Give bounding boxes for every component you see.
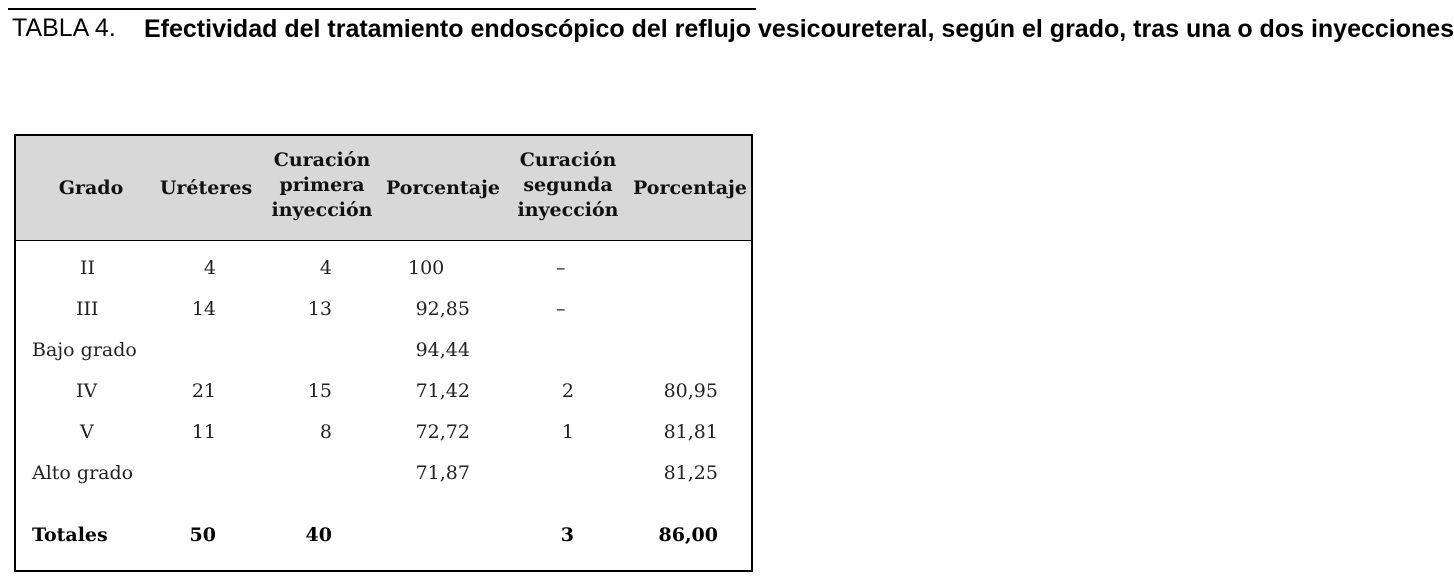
caption-label: TABLA 4. (12, 14, 116, 42)
row-porcentaje-2: 81,25 (663, 462, 718, 484)
row-grado: Alto grado (32, 462, 134, 484)
header-grado: Grado (58, 177, 124, 199)
totals-porcentaje-2: 86,00 (658, 524, 718, 546)
row-ureteres: 11 (191, 421, 216, 443)
header-porcentaje-2: Porcentaje (633, 177, 747, 199)
row-curacion-2: 1 (561, 421, 574, 443)
row-curacion-1: 8 (319, 421, 332, 443)
row-porcentaje-2: 80,95 (663, 380, 718, 402)
top-rule (8, 8, 756, 10)
row-ureteres: 21 (191, 380, 216, 402)
row-curacion-2: 2 (561, 380, 574, 402)
row-curacion-1: 13 (307, 298, 332, 320)
row-ureteres: 14 (191, 298, 216, 320)
row-grado: Bajo grado (32, 339, 137, 361)
row-porcentaje-2: 81,81 (663, 421, 718, 443)
row-curacion-1: 15 (307, 380, 332, 402)
row-ureteres: 4 (203, 257, 216, 279)
row-grado: IV (76, 380, 98, 402)
row-porcentaje-1: 92,85 (415, 298, 470, 320)
row-grado: V (80, 421, 94, 443)
data-table (14, 134, 753, 572)
row-grado: III (76, 298, 99, 320)
totals-label: Totales (32, 524, 108, 546)
totals-ureteres: 50 (189, 524, 216, 546)
row-curacion-2: – (556, 257, 566, 279)
row-curacion-1: 4 (319, 257, 332, 279)
row-porcentaje-1: 71,87 (415, 462, 470, 484)
row-porcentaje-1: 94,44 (415, 339, 470, 361)
table-header (16, 136, 751, 241)
totals-curacion-1: 40 (305, 524, 332, 546)
row-porcentaje-1: 72,72 (415, 421, 470, 443)
row-porcentaje-1: 100 (408, 257, 445, 279)
row-grado: II (80, 257, 96, 279)
header-curacion-primera: Curación primera inyección (271, 149, 373, 221)
totals-curacion-2: 3 (560, 524, 574, 546)
row-porcentaje-1: 71,42 (415, 380, 470, 402)
header-curacion-segunda: Curación segunda inyección (517, 149, 619, 221)
row-curacion-2: – (556, 298, 566, 320)
caption-title: Efectividad del tratamiento endoscópico del reflujo vesicoureteral, según el grado, tras una o dos inyecciones (144, 15, 1454, 43)
header-ureteres: Uréteres (159, 177, 253, 199)
header-porcentaje-1: Porcentaje (386, 177, 500, 199)
